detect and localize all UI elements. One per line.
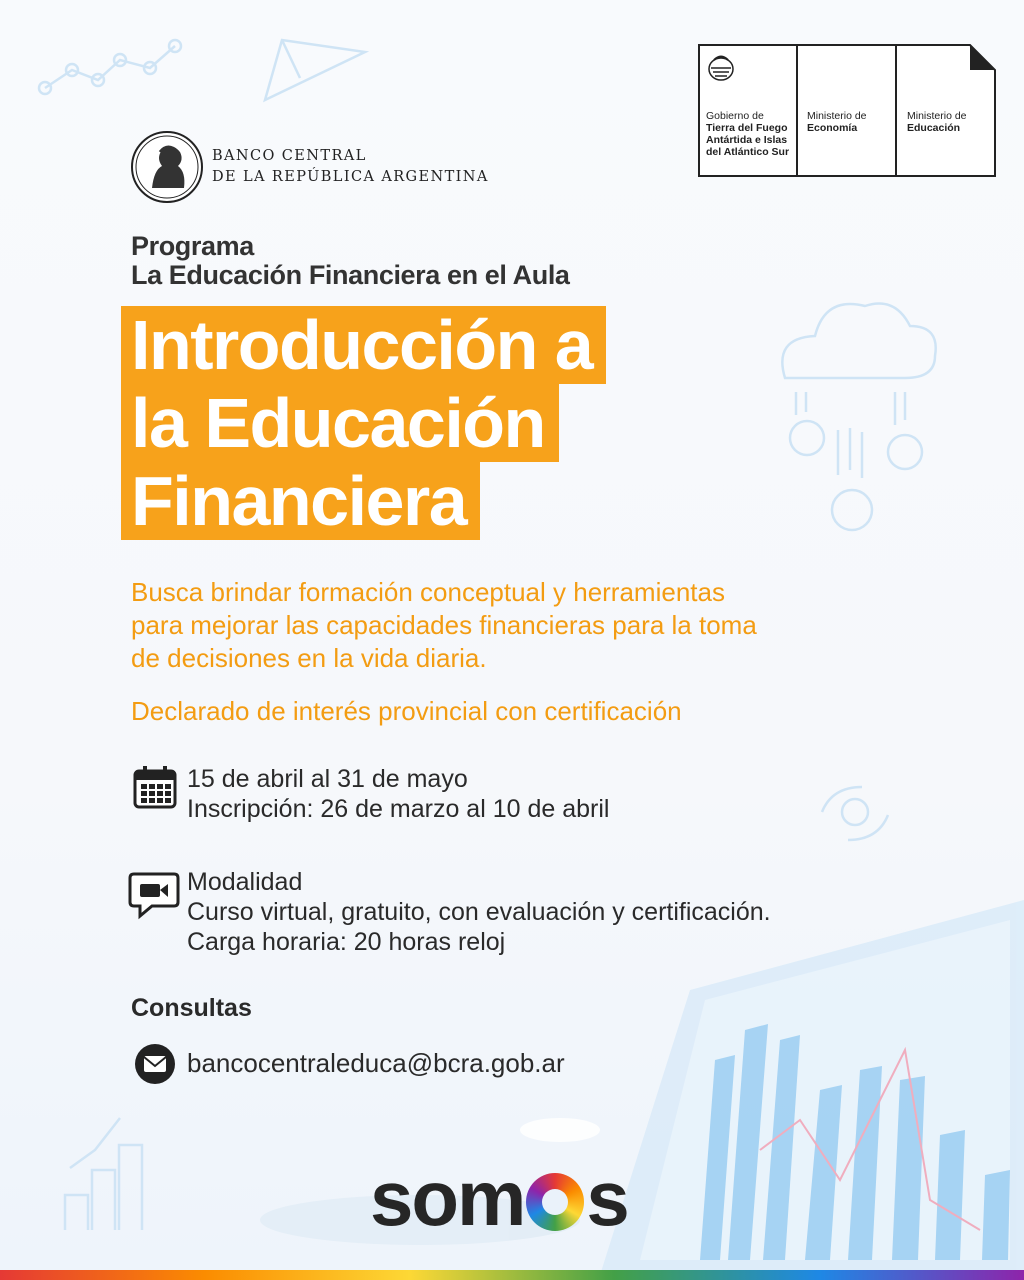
title-line-2: la Educación (121, 384, 559, 462)
government-logos (698, 44, 996, 177)
bar-growth-sketch (65, 1195, 88, 1230)
course-dates (187, 764, 609, 824)
tierra-del-fuego-crest-icon (706, 52, 736, 82)
description-line-3: de decisiones en la vida diaria. (131, 643, 487, 673)
gov-educacion-line2: Educación (907, 122, 961, 134)
description-line-2: para mejorar las capacidades financieras para la toma (131, 610, 757, 640)
course-hours: Carga horaria: 20 horas reloj (187, 928, 506, 956)
program-name: La Educación Financiera en el Aula (131, 260, 570, 290)
gov-educacion-line1: Ministerio de (907, 110, 967, 122)
title-line-3: Financiera (121, 462, 480, 540)
course-date-range: 15 de abril al 31 de mayo (187, 765, 468, 793)
modality-detail: Curso virtual, gratuito, con evaluación y certificación. (187, 898, 771, 926)
gov-economia-line1: Ministerio de (807, 110, 867, 122)
contact-email-link[interactable]: bancocentraleduca@bcra.gob.ar (187, 1048, 565, 1078)
bcra-name-line2: DE LA REPÚBLICA ARGENTINA (212, 169, 489, 185)
gov-tdf-line4: del Atlántico Sur (706, 146, 790, 158)
rainbow-footer-bar (0, 1270, 1024, 1280)
bcra-logo (130, 130, 489, 204)
course-title (121, 306, 606, 540)
description-line-1: Busca brindar formación conceptual y herramientas (131, 577, 725, 607)
somos-text-end: s (586, 1154, 628, 1242)
paper-plane-sketch (265, 40, 365, 100)
program-label: Programa (131, 231, 254, 261)
registration-dates: Inscripción: 26 de marzo al 10 de abril (187, 795, 610, 823)
contact-heading: Consultas (131, 994, 252, 1022)
email-icon (134, 1043, 176, 1085)
refresh-sketch (842, 799, 868, 825)
title-line-1: Introducción a (121, 306, 606, 384)
gov-educacion-label (907, 110, 967, 243)
gov-tdf-line3: Antártida e Islas (706, 134, 788, 146)
gov-economia-line2: Economía (807, 122, 858, 134)
somos-o-ring-icon (526, 1173, 584, 1231)
coin-sketch (790, 421, 824, 455)
course-description (131, 576, 851, 675)
course-modality (187, 867, 771, 957)
gov-tdf-label (706, 110, 789, 243)
video-chat-icon (128, 870, 182, 920)
program-heading (131, 232, 570, 290)
gov-tdf-line2: Tierra del Fuego (706, 122, 788, 134)
gov-tdf-line1: Gobierno de (706, 110, 764, 122)
calendar-icon (133, 765, 177, 809)
gov-economia-label (807, 110, 867, 243)
somos-logo (370, 1154, 628, 1242)
declared-interest: Declarado de interés provincial con certificación (131, 696, 682, 726)
cloud-sketch (782, 304, 935, 379)
bcra-name-line1: BANCO CENTRAL (212, 148, 367, 164)
modality-label: Modalidad (187, 868, 303, 896)
somos-text-start: som (370, 1154, 525, 1242)
bcra-seal-icon (130, 130, 204, 204)
